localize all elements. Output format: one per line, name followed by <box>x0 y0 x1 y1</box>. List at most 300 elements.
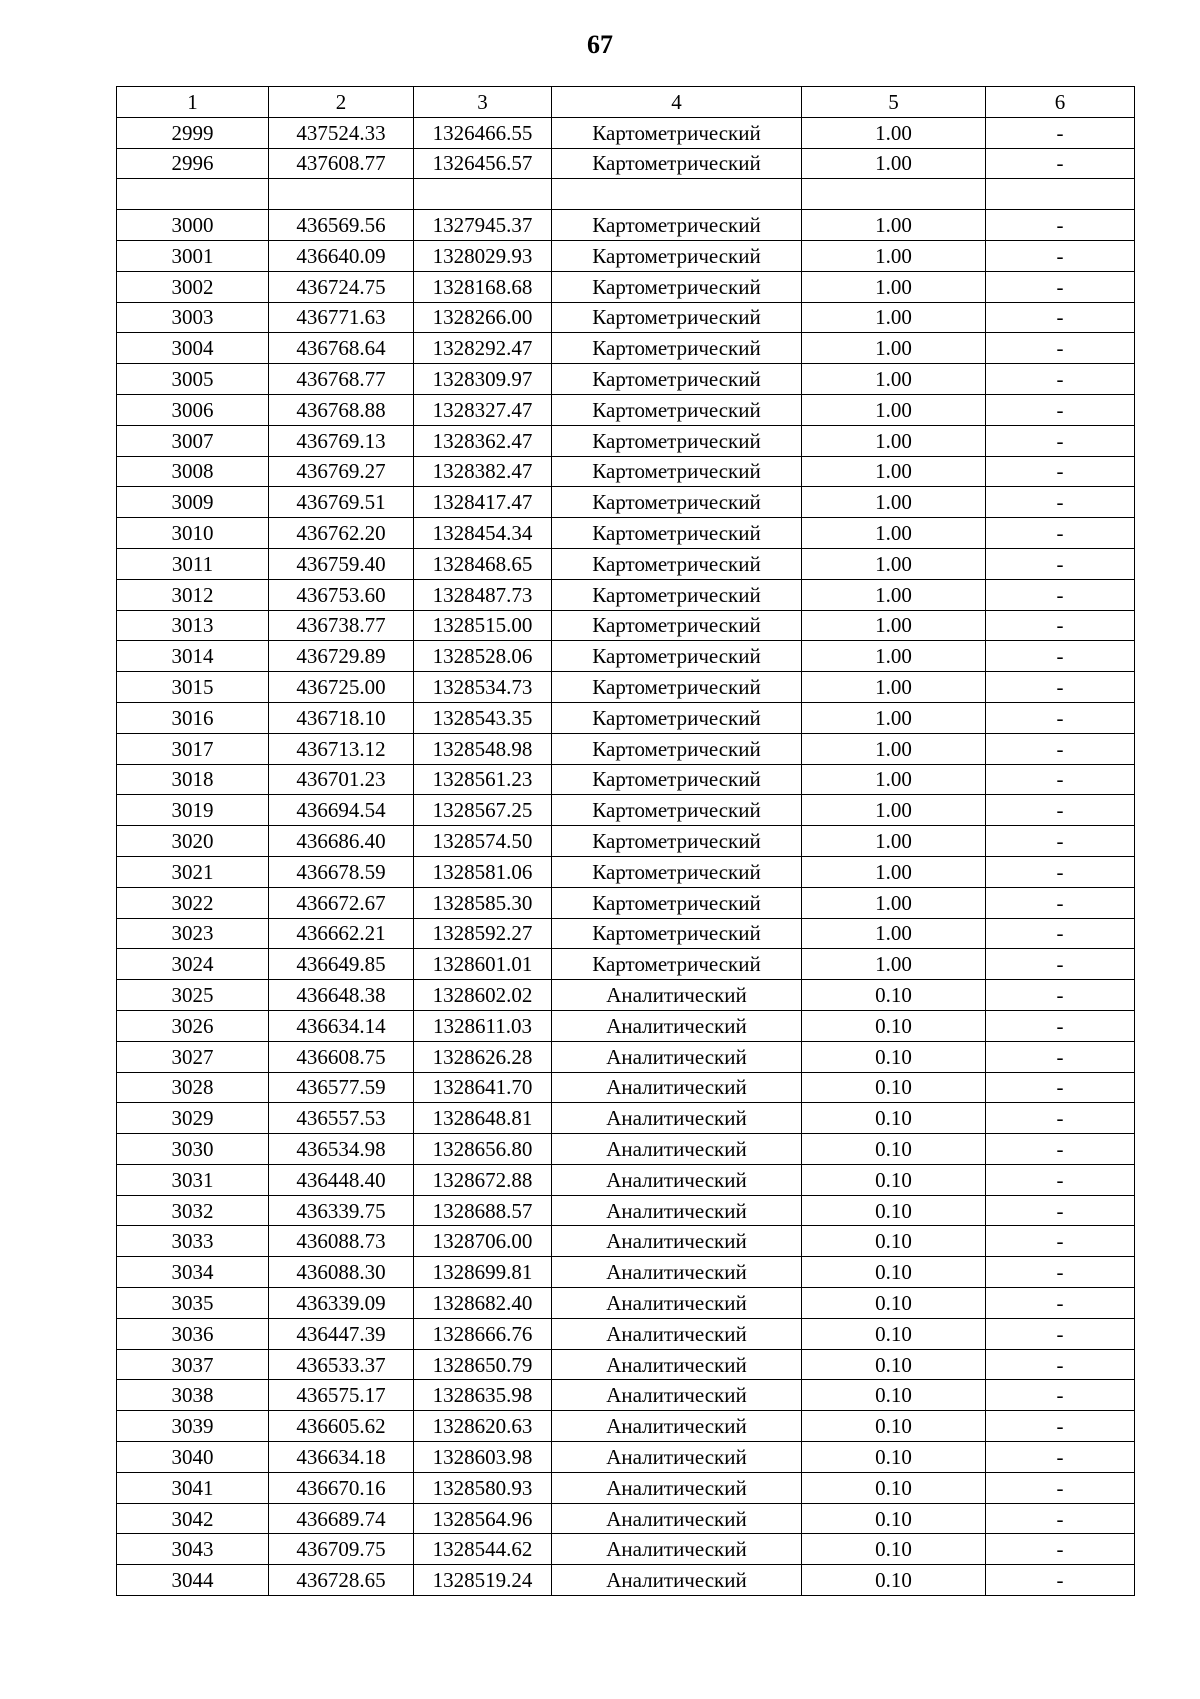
table-row <box>117 1195 1135 1226</box>
point-number-cell: 3036 <box>117 1318 269 1349</box>
x-coordinate-cell: 436771.63 <box>269 302 414 333</box>
table-row <box>117 1442 1135 1473</box>
y-coordinate-cell: 1328417.47 <box>414 487 552 518</box>
x-coordinate-cell: 437524.33 <box>269 117 414 148</box>
x-coordinate-cell: 436713.12 <box>269 733 414 764</box>
x-coordinate-cell: 436694.54 <box>269 795 414 826</box>
y-coordinate-cell: 1328656.80 <box>414 1134 552 1165</box>
method-cell: Картометрический <box>552 826 802 857</box>
note-cell: - <box>986 1072 1135 1103</box>
header-row <box>117 87 1135 118</box>
accuracy-cell: 0.10 <box>802 1226 986 1257</box>
accuracy-cell: 1.00 <box>802 425 986 456</box>
x-coordinate-cell: 436728.65 <box>269 1565 414 1596</box>
table-row <box>117 764 1135 795</box>
table-row <box>117 918 1135 949</box>
accuracy-cell: 0.10 <box>802 1195 986 1226</box>
table-row <box>117 641 1135 672</box>
note-cell: - <box>986 548 1135 579</box>
x-coordinate-cell: 436649.85 <box>269 949 414 980</box>
accuracy-cell: 1.00 <box>802 518 986 549</box>
y-coordinate-cell: 1328672.88 <box>414 1164 552 1195</box>
x-coordinate-cell: 436718.10 <box>269 702 414 733</box>
point-number-cell: 3024 <box>117 949 269 980</box>
note-cell: - <box>986 333 1135 364</box>
method-cell: Картометрический <box>552 764 802 795</box>
table-row <box>117 826 1135 857</box>
accuracy-cell: 1.00 <box>802 333 986 364</box>
table-row <box>117 702 1135 733</box>
point-number-cell: 3006 <box>117 394 269 425</box>
y-coordinate-cell: 1326456.57 <box>414 148 552 179</box>
method-cell <box>552 179 802 210</box>
note-cell: - <box>986 117 1135 148</box>
y-coordinate-cell: 1328564.96 <box>414 1503 552 1534</box>
y-coordinate-cell: 1328574.50 <box>414 826 552 857</box>
accuracy-cell: 0.10 <box>802 1072 986 1103</box>
y-coordinate-cell: 1328362.47 <box>414 425 552 456</box>
x-coordinate-cell: 436577.59 <box>269 1072 414 1103</box>
accuracy-cell: 1.00 <box>802 764 986 795</box>
accuracy-cell: 0.10 <box>802 1534 986 1565</box>
x-coordinate-cell: 436768.77 <box>269 364 414 395</box>
note-cell: - <box>986 518 1135 549</box>
accuracy-cell: 1.00 <box>802 641 986 672</box>
note-cell: - <box>986 1226 1135 1257</box>
y-coordinate-cell: 1328601.01 <box>414 949 552 980</box>
y-coordinate-cell: 1328688.57 <box>414 1195 552 1226</box>
accuracy-cell: 0.10 <box>802 1565 986 1596</box>
point-number-cell: 3008 <box>117 456 269 487</box>
table-row <box>117 887 1135 918</box>
y-coordinate-cell: 1328641.70 <box>414 1072 552 1103</box>
method-cell: Аналитический <box>552 1072 802 1103</box>
method-cell: Аналитический <box>552 1164 802 1195</box>
note-cell: - <box>986 240 1135 271</box>
table-row <box>117 425 1135 456</box>
table-row <box>117 949 1135 980</box>
method-cell: Аналитический <box>552 1534 802 1565</box>
x-coordinate-cell: 436729.89 <box>269 641 414 672</box>
note-cell: - <box>986 856 1135 887</box>
note-cell: - <box>986 887 1135 918</box>
point-number-cell: 3001 <box>117 240 269 271</box>
accuracy-cell: 1.00 <box>802 364 986 395</box>
note-cell: - <box>986 672 1135 703</box>
accuracy-cell: 1.00 <box>802 240 986 271</box>
accuracy-cell: 0.10 <box>802 1164 986 1195</box>
table-row <box>117 1041 1135 1072</box>
point-number-cell: 3032 <box>117 1195 269 1226</box>
accuracy-cell: 0.10 <box>802 1442 986 1473</box>
table-row <box>117 856 1135 887</box>
table-header <box>117 87 1135 118</box>
accuracy-cell: 1.00 <box>802 610 986 641</box>
y-coordinate-cell: 1328382.47 <box>414 456 552 487</box>
point-number-cell: 3002 <box>117 271 269 302</box>
point-number-cell: 3003 <box>117 302 269 333</box>
y-coordinate-cell: 1328266.00 <box>414 302 552 333</box>
x-coordinate-cell: 436608.75 <box>269 1041 414 1072</box>
method-cell: Аналитический <box>552 1503 802 1534</box>
table-row <box>117 1380 1135 1411</box>
table-row <box>117 518 1135 549</box>
y-coordinate-cell <box>414 179 552 210</box>
y-coordinate-cell: 1328585.30 <box>414 887 552 918</box>
method-cell: Аналитический <box>552 1349 802 1380</box>
note-cell: - <box>986 1288 1135 1319</box>
y-coordinate-cell: 1328666.76 <box>414 1318 552 1349</box>
method-cell: Аналитический <box>552 1288 802 1319</box>
y-coordinate-cell: 1327945.37 <box>414 210 552 241</box>
method-cell: Картометрический <box>552 579 802 610</box>
method-cell: Аналитический <box>552 1380 802 1411</box>
x-coordinate-cell: 436575.17 <box>269 1380 414 1411</box>
point-number-cell: 3021 <box>117 856 269 887</box>
point-number-cell: 3025 <box>117 980 269 1011</box>
x-coordinate-cell: 436640.09 <box>269 240 414 271</box>
table-row <box>117 1072 1135 1103</box>
table-row <box>117 271 1135 302</box>
x-coordinate-cell: 436759.40 <box>269 548 414 579</box>
accuracy-cell: 1.00 <box>802 579 986 610</box>
method-cell: Картометрический <box>552 548 802 579</box>
table-row <box>117 364 1135 395</box>
accuracy-cell: 0.10 <box>802 1318 986 1349</box>
table-row <box>117 1503 1135 1534</box>
accuracy-cell: 0.10 <box>802 1288 986 1319</box>
y-coordinate-cell: 1326466.55 <box>414 117 552 148</box>
table-row <box>117 117 1135 148</box>
method-cell: Картометрический <box>552 240 802 271</box>
table-row <box>117 733 1135 764</box>
note-cell: - <box>986 1534 1135 1565</box>
method-cell: Аналитический <box>552 1318 802 1349</box>
y-coordinate-cell: 1328454.34 <box>414 518 552 549</box>
point-number-cell: 3018 <box>117 764 269 795</box>
note-cell: - <box>986 425 1135 456</box>
note-cell: - <box>986 733 1135 764</box>
method-cell: Картометрический <box>552 518 802 549</box>
table-row <box>117 394 1135 425</box>
header-cell: 4 <box>552 87 802 118</box>
note-cell: - <box>986 1195 1135 1226</box>
method-cell: Картометрический <box>552 949 802 980</box>
accuracy-cell: 1.00 <box>802 394 986 425</box>
table-row <box>117 302 1135 333</box>
y-coordinate-cell: 1328168.68 <box>414 271 552 302</box>
note-cell: - <box>986 579 1135 610</box>
method-cell: Картометрический <box>552 733 802 764</box>
table-body <box>117 117 1135 1595</box>
table-row <box>117 333 1135 364</box>
method-cell: Картометрический <box>552 271 802 302</box>
accuracy-cell: 1.00 <box>802 117 986 148</box>
accuracy-cell: 1.00 <box>802 456 986 487</box>
table-row <box>117 487 1135 518</box>
accuracy-cell: 0.10 <box>802 1349 986 1380</box>
accuracy-cell: 0.10 <box>802 1503 986 1534</box>
note-cell: - <box>986 364 1135 395</box>
note-cell: - <box>986 1041 1135 1072</box>
y-coordinate-cell: 1328682.40 <box>414 1288 552 1319</box>
x-coordinate-cell: 436738.77 <box>269 610 414 641</box>
accuracy-cell: 0.10 <box>802 1041 986 1072</box>
point-number-cell: 3000 <box>117 210 269 241</box>
y-coordinate-cell: 1328548.98 <box>414 733 552 764</box>
method-cell: Аналитический <box>552 1442 802 1473</box>
accuracy-cell: 1.00 <box>802 672 986 703</box>
accuracy-cell: 1.00 <box>802 210 986 241</box>
y-coordinate-cell: 1328543.35 <box>414 702 552 733</box>
note-cell: - <box>986 764 1135 795</box>
y-coordinate-cell: 1328580.93 <box>414 1472 552 1503</box>
table-row <box>117 210 1135 241</box>
note-cell: - <box>986 980 1135 1011</box>
x-coordinate-cell: 436768.64 <box>269 333 414 364</box>
x-coordinate-cell: 436662.21 <box>269 918 414 949</box>
point-number-cell: 3016 <box>117 702 269 733</box>
x-coordinate-cell: 436088.30 <box>269 1257 414 1288</box>
x-coordinate-cell: 436634.18 <box>269 1442 414 1473</box>
table-row <box>117 980 1135 1011</box>
x-coordinate-cell: 436724.75 <box>269 271 414 302</box>
method-cell: Картометрический <box>552 333 802 364</box>
page-number: 67 <box>587 30 613 59</box>
accuracy-cell: 1.00 <box>802 826 986 857</box>
point-number-cell: 3040 <box>117 1442 269 1473</box>
note-cell: - <box>986 949 1135 980</box>
x-coordinate-cell: 436753.60 <box>269 579 414 610</box>
method-cell: Картометрический <box>552 148 802 179</box>
x-coordinate-cell: 436701.23 <box>269 764 414 795</box>
x-coordinate-cell: 436557.53 <box>269 1103 414 1134</box>
y-coordinate-cell: 1328561.23 <box>414 764 552 795</box>
method-cell: Картометрический <box>552 702 802 733</box>
y-coordinate-cell: 1328581.06 <box>414 856 552 887</box>
point-number-cell: 3035 <box>117 1288 269 1319</box>
note-cell <box>986 179 1135 210</box>
accuracy-cell: 1.00 <box>802 887 986 918</box>
y-coordinate-cell: 1328309.97 <box>414 364 552 395</box>
method-cell: Аналитический <box>552 1195 802 1226</box>
note-cell: - <box>986 826 1135 857</box>
point-number-cell: 3009 <box>117 487 269 518</box>
table-row <box>117 1010 1135 1041</box>
note-cell: - <box>986 1257 1135 1288</box>
x-coordinate-cell: 436678.59 <box>269 856 414 887</box>
note-cell: - <box>986 610 1135 641</box>
note-cell: - <box>986 1442 1135 1473</box>
point-number-cell: 3023 <box>117 918 269 949</box>
table-row <box>117 1411 1135 1442</box>
point-number-cell: 3034 <box>117 1257 269 1288</box>
table-row <box>117 1288 1135 1319</box>
note-cell: - <box>986 394 1135 425</box>
x-coordinate-cell: 436689.74 <box>269 1503 414 1534</box>
accuracy-cell: 1.00 <box>802 733 986 764</box>
point-number-cell: 3031 <box>117 1164 269 1195</box>
method-cell: Картометрический <box>552 302 802 333</box>
method-cell: Аналитический <box>552 1010 802 1041</box>
point-number-cell: 3044 <box>117 1565 269 1596</box>
y-coordinate-cell: 1328292.47 <box>414 333 552 364</box>
method-cell: Картометрический <box>552 641 802 672</box>
point-number-cell <box>117 179 269 210</box>
table-row <box>117 1164 1135 1195</box>
note-cell: - <box>986 1472 1135 1503</box>
method-cell: Аналитический <box>552 1565 802 1596</box>
point-number-cell: 3010 <box>117 518 269 549</box>
note-cell: - <box>986 918 1135 949</box>
note-cell: - <box>986 1565 1135 1596</box>
table-row <box>117 1534 1135 1565</box>
point-number-cell: 3014 <box>117 641 269 672</box>
table-row <box>117 1349 1135 1380</box>
x-coordinate-cell: 436533.37 <box>269 1349 414 1380</box>
y-coordinate-cell: 1328602.02 <box>414 980 552 1011</box>
accuracy-cell: 1.00 <box>802 918 986 949</box>
accuracy-cell: 0.10 <box>802 1134 986 1165</box>
accuracy-cell: 0.10 <box>802 980 986 1011</box>
note-cell: - <box>986 302 1135 333</box>
point-number-cell: 3038 <box>117 1380 269 1411</box>
table-row <box>117 1226 1135 1257</box>
x-coordinate-cell: 436768.88 <box>269 394 414 425</box>
y-coordinate-cell: 1328029.93 <box>414 240 552 271</box>
x-coordinate-cell: 436725.00 <box>269 672 414 703</box>
y-coordinate-cell: 1328468.65 <box>414 548 552 579</box>
y-coordinate-cell: 1328592.27 <box>414 918 552 949</box>
table-row <box>117 240 1135 271</box>
accuracy-cell <box>802 179 986 210</box>
x-coordinate-cell: 436339.75 <box>269 1195 414 1226</box>
accuracy-cell: 1.00 <box>802 487 986 518</box>
method-cell: Картометрический <box>552 856 802 887</box>
y-coordinate-cell: 1328603.98 <box>414 1442 552 1473</box>
accuracy-cell: 0.10 <box>802 1257 986 1288</box>
y-coordinate-cell: 1328567.25 <box>414 795 552 826</box>
accuracy-cell: 0.10 <box>802 1010 986 1041</box>
accuracy-cell: 1.00 <box>802 271 986 302</box>
method-cell: Аналитический <box>552 1411 802 1442</box>
table-row <box>117 672 1135 703</box>
table-row <box>117 579 1135 610</box>
x-coordinate-cell: 436762.20 <box>269 518 414 549</box>
method-cell: Аналитический <box>552 1257 802 1288</box>
table-row <box>117 795 1135 826</box>
note-cell: - <box>986 1164 1135 1195</box>
y-coordinate-cell: 1328706.00 <box>414 1226 552 1257</box>
x-coordinate-cell: 436686.40 <box>269 826 414 857</box>
point-number-cell: 3028 <box>117 1072 269 1103</box>
method-cell: Картометрический <box>552 918 802 949</box>
table-row <box>117 1134 1135 1165</box>
header-cell: 6 <box>986 87 1135 118</box>
method-cell: Картометрический <box>552 795 802 826</box>
point-number-cell: 3007 <box>117 425 269 456</box>
y-coordinate-cell: 1328327.47 <box>414 394 552 425</box>
header-cell: 3 <box>414 87 552 118</box>
note-cell: - <box>986 1010 1135 1041</box>
y-coordinate-cell: 1328699.81 <box>414 1257 552 1288</box>
note-cell: - <box>986 1380 1135 1411</box>
table-row <box>117 1103 1135 1134</box>
point-number-cell: 3039 <box>117 1411 269 1442</box>
point-number-cell: 3020 <box>117 826 269 857</box>
x-coordinate-cell: 436634.14 <box>269 1010 414 1041</box>
x-coordinate-cell: 436672.67 <box>269 887 414 918</box>
table-row <box>117 1565 1135 1596</box>
x-coordinate-cell: 436569.56 <box>269 210 414 241</box>
method-cell: Картометрический <box>552 210 802 241</box>
accuracy-cell: 1.00 <box>802 949 986 980</box>
method-cell: Картометрический <box>552 456 802 487</box>
point-number-cell: 3029 <box>117 1103 269 1134</box>
point-number-cell: 3013 <box>117 610 269 641</box>
header-cell: 5 <box>802 87 986 118</box>
table-row <box>117 1257 1135 1288</box>
x-coordinate-cell: 436339.09 <box>269 1288 414 1319</box>
point-number-cell: 3041 <box>117 1472 269 1503</box>
note-cell: - <box>986 1503 1135 1534</box>
header-cell: 1 <box>117 87 269 118</box>
y-coordinate-cell: 1328648.81 <box>414 1103 552 1134</box>
note-cell: - <box>986 702 1135 733</box>
accuracy-cell: 1.00 <box>802 856 986 887</box>
point-number-cell: 3043 <box>117 1534 269 1565</box>
point-number-cell: 3012 <box>117 579 269 610</box>
accuracy-cell: 1.00 <box>802 148 986 179</box>
point-number-cell: 3030 <box>117 1134 269 1165</box>
point-number-cell: 3022 <box>117 887 269 918</box>
y-coordinate-cell: 1328515.00 <box>414 610 552 641</box>
point-number-cell: 3026 <box>117 1010 269 1041</box>
note-cell: - <box>986 210 1135 241</box>
table-row <box>117 1472 1135 1503</box>
header-cell: 2 <box>269 87 414 118</box>
point-number-cell: 3019 <box>117 795 269 826</box>
point-number-cell: 2996 <box>117 148 269 179</box>
note-cell: - <box>986 487 1135 518</box>
x-coordinate-cell: 436605.62 <box>269 1411 414 1442</box>
note-cell: - <box>986 456 1135 487</box>
x-coordinate-cell: 436088.73 <box>269 1226 414 1257</box>
x-coordinate-cell: 436769.27 <box>269 456 414 487</box>
x-coordinate-cell: 436534.98 <box>269 1134 414 1165</box>
x-coordinate-cell: 436769.51 <box>269 487 414 518</box>
point-number-cell: 3033 <box>117 1226 269 1257</box>
table-row <box>117 1318 1135 1349</box>
method-cell: Картометрический <box>552 425 802 456</box>
method-cell: Аналитический <box>552 1103 802 1134</box>
accuracy-cell: 1.00 <box>802 302 986 333</box>
point-number-cell: 3004 <box>117 333 269 364</box>
accuracy-cell: 1.00 <box>802 795 986 826</box>
y-coordinate-cell: 1328528.06 <box>414 641 552 672</box>
note-cell: - <box>986 1134 1135 1165</box>
note-cell: - <box>986 641 1135 672</box>
point-number-cell: 3005 <box>117 364 269 395</box>
method-cell: Картометрический <box>552 117 802 148</box>
accuracy-cell: 0.10 <box>802 1380 986 1411</box>
accuracy-cell: 0.10 <box>802 1411 986 1442</box>
point-number-cell: 3037 <box>117 1349 269 1380</box>
table-row <box>117 179 1135 210</box>
method-cell: Аналитический <box>552 1226 802 1257</box>
table-row <box>117 148 1135 179</box>
note-cell: - <box>986 795 1135 826</box>
